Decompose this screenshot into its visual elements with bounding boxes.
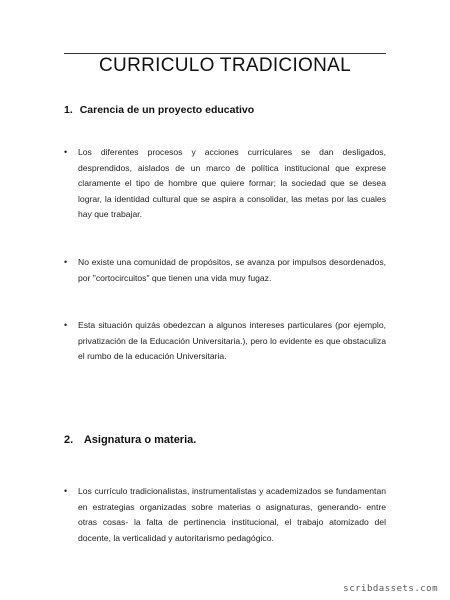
bullet-icon: •: [64, 486, 68, 496]
section-number: 2.: [64, 434, 74, 446]
top-rule: [64, 53, 386, 54]
section-heading-2: [64, 434, 196, 446]
bullet-text: Los diferentes procesos y acciones curriculares se dan desligados, desprendidos, aislados de un marco de política institucional que exprese claramente el tipo de hombre que quiere formar; la sociedad que se desea lograr, la identidad cultural que se aspira a consolidar, las metas por las cuales hay que trabajar.: [78, 147, 386, 219]
bullet-icon: •: [64, 320, 68, 330]
document-title: CURRICULO TRADICIONAL: [99, 55, 351, 76]
bullet-text: No existe una comunidad de propósitos, se avanza por impulsos desordenados, por "cortocircuitos" que tienen una vida muy fugaz.: [78, 257, 386, 283]
section-heading-text: Asignatura o materia.: [83, 434, 197, 446]
bullet-text: Los currículo tradicionalistas, instrumentalistas y academizados se fundamentan en estrategias organizadas sobre materias o asignaturas, generando- entre otras cosas- la falta de pertinencia institucional, el trabajo atomizado del docente, la verticalidad y autoritarismo pedagógico.: [78, 486, 386, 543]
bullet-item: [64, 484, 386, 546]
section-heading-text: Carencia de un proyecto educativo: [79, 104, 255, 116]
bullet-item: [64, 255, 386, 286]
watermark: scribdassets.com: [343, 584, 438, 594]
bullet-item: [64, 145, 386, 223]
bullet-icon: •: [64, 257, 68, 267]
bullet-icon: •: [64, 147, 68, 157]
bullet-text: Esta situación quizás obedezcan a algunos intereses particulares (por ejemplo, privatización de la Educación Universitaria.), pero lo evidente es que obstaculiza el rumbo de la educación Universitaria.: [78, 320, 386, 361]
section-heading-1: [64, 104, 254, 116]
bullet-item: [64, 318, 386, 365]
section-number: 1.: [64, 104, 73, 116]
